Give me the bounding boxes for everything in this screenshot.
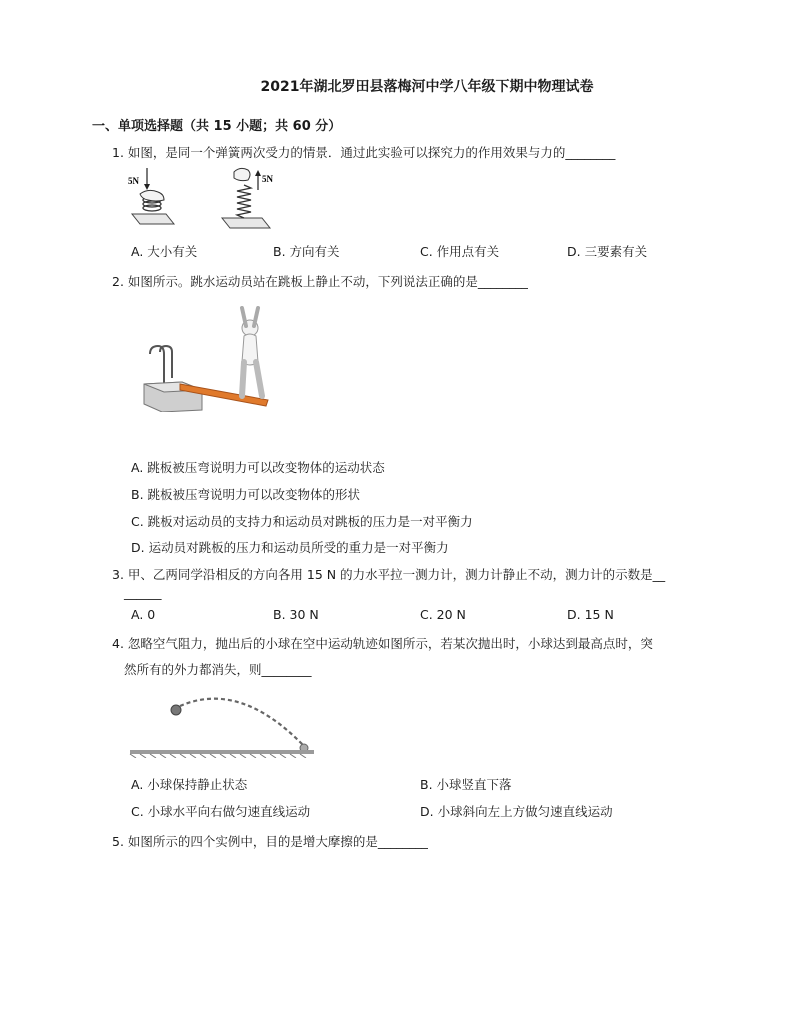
- question-2-option-a: A. 跳板被压弯说明力可以改变物体的运动状态: [131, 460, 385, 475]
- projectile-figure: [128, 692, 316, 758]
- ground: [130, 750, 314, 754]
- ball-top: [171, 705, 181, 715]
- question-4-option-a: A. 小球保持静止状态: [131, 777, 248, 792]
- question-4-option-d: D. 小球斜向左上方做匀速直线运动: [420, 804, 613, 819]
- question-3-stem-line1: 3. 甲、乙两同学沿相反的方向各用 15 N 的力水平拉一测力计，测力计静止不动，测力计的示数是__: [112, 567, 666, 582]
- page-title: 2021年湖北罗田县落梅河中学八年级下期中物理试卷: [260, 79, 594, 95]
- spring-figure: [126, 164, 278, 236]
- question-3-option-a: A. 0: [131, 607, 156, 622]
- question-2-option-c: C. 跳板对运动员的支持力和运动员对跳板的压力是一对平衡力: [131, 514, 473, 529]
- diving-board-figure: [140, 306, 272, 412]
- force-label-right: 5N: [262, 174, 273, 184]
- question-2-option-b: B. 跳板被压弯说明力可以改变物体的形状: [131, 487, 361, 502]
- question-5-stem: 5. 如图所示的四个实例中，目的是增大摩擦的是________: [112, 834, 428, 849]
- question-4-option-b: B. 小球竖直下落: [420, 777, 512, 792]
- force-label-left: 5N: [128, 176, 139, 186]
- question-2-option-d: D. 运动员对跳板的压力和运动员所受的重力是一对平衡力: [131, 540, 449, 555]
- question-4-option-c: C. 小球水平向右做匀速直线运动: [131, 804, 311, 819]
- question-3-stem-line2: ______: [124, 585, 162, 600]
- question-3-option-d: D. 15 N: [567, 607, 614, 622]
- question-3-option-c: C. 20 N: [420, 607, 466, 622]
- trajectory: [180, 699, 304, 746]
- diver: [242, 308, 262, 396]
- question-2-stem: 2. 如图所示。跳水运动员站在跳板上静止不动，下列说法正确的是________: [112, 274, 528, 289]
- question-3-option-b: B. 30 N: [273, 607, 319, 622]
- section-heading: 一、单项选择题（共 15 小题；共 60 分）: [92, 119, 342, 134]
- question-1-option-a: A. 大小有关: [131, 244, 198, 259]
- question-1-option-d: D. 三要素有关: [567, 244, 648, 259]
- question-1-stem: 1. 如图，是同一个弹簧两次受力的情景．通过此实验可以探究力的作用效果与力的________: [112, 145, 616, 160]
- question-1-option-c: C. 作用点有关: [420, 244, 500, 259]
- question-4-stem-line2: 然所有的外力都消失，则________: [124, 662, 312, 677]
- question-1-option-b: B. 方向有关: [273, 244, 340, 259]
- question-4-stem-line1: 4. 忽略空气阻力，抛出后的小球在空中运动轨迹如图所示，若某次抛出时，小球达到最高点时，突: [112, 636, 653, 651]
